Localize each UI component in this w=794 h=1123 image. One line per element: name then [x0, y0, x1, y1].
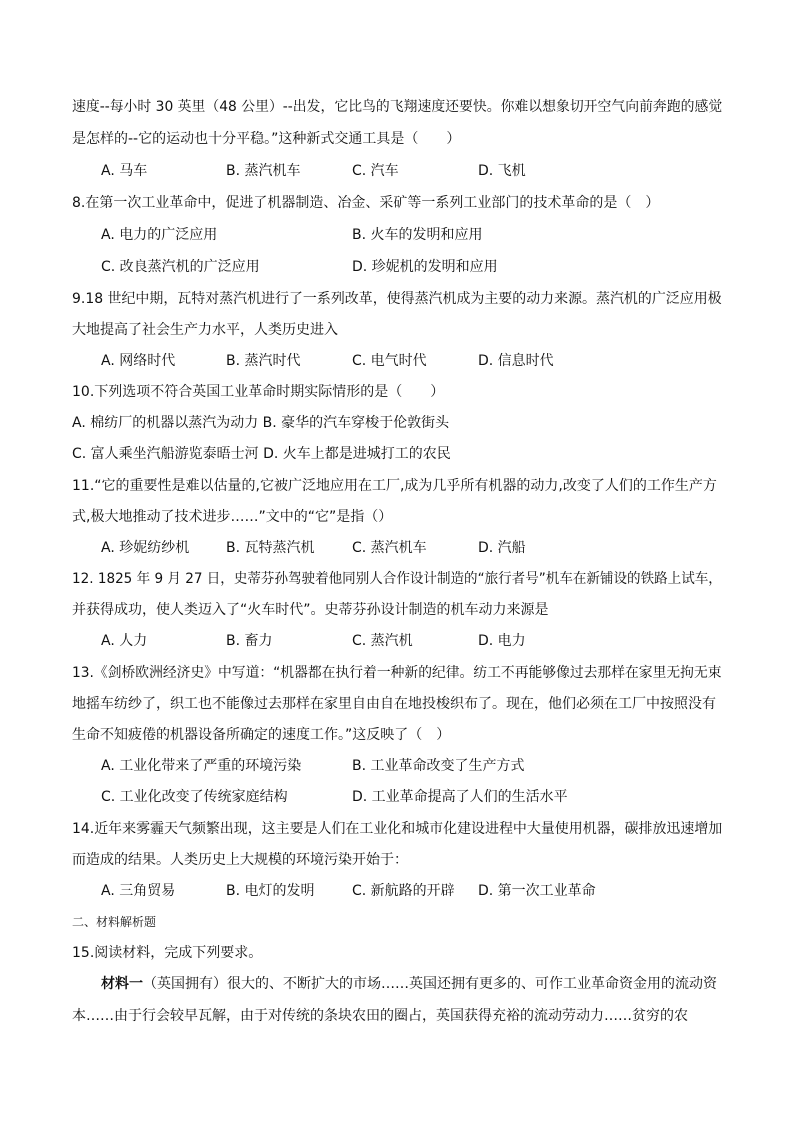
q14-option-b: B. 电灯的发明	[226, 883, 315, 899]
q8-option-b: B. 火车的发明和应用	[352, 227, 483, 243]
q15-material-line-2: 本……由于行会较早瓦解，由于对传统的条块农田的圈占，英国获得充裕的流动劳动力……贫穷的农	[72, 1008, 688, 1024]
q9-stem-line-2: 大地提高了社会生产力水平，人类历史进入	[72, 322, 338, 338]
q9-option-c: C. 电气时代	[352, 353, 427, 369]
q13-option-b: B. 工业革命改变了生产方式	[352, 758, 525, 774]
q11-option-a: A. 珍妮纺纱机	[101, 540, 190, 556]
q13-stem-line-1: 13.《剑桥欧洲经济史》中写道：“机器都在执行着一种新的纪律。纺工不再能够像过去那样在家里无拘无束	[72, 665, 722, 681]
q7-stem-line-2: 是怎样的--它的运动也十分平稳。”这种新式交通工具是（ ）	[72, 131, 461, 147]
q14-option-c: C. 新航路的开辟	[352, 883, 455, 899]
q9-option-d: D. 信息时代	[478, 353, 554, 369]
q13-option-a: A. 工业化带来了严重的环境污染	[101, 758, 302, 774]
q13-option-d: D. 工业革命提高了人们的生活水平	[352, 789, 568, 805]
material-text: （英国拥有）很大的、不断扩大的市场……英国还拥有更多的、可作工业革命资金用的流动资	[143, 976, 717, 992]
q9-stem-line-1: 9.18 世纪中期，瓦特对蒸汽机进行了一系列改革，使得蒸汽机成为主要的动力来源。蒸汽机的广泛应用极	[72, 291, 722, 307]
q10-options-line-2: C. 富人乘坐汽船游览泰晤士河 D. 火车上都是进城打工的农民	[72, 446, 451, 462]
q10-options-line-1: A. 棉纺厂的机器以蒸汽为动力 B. 豪华的汽车穿梭于伦敦街头	[72, 415, 450, 431]
q7-option-d: D. 飞机	[478, 163, 526, 179]
q11-option-d: D. 汽船	[478, 540, 526, 556]
q12-option-a: A. 人力	[101, 633, 148, 649]
q15-material-line-1	[101, 974, 717, 994]
material-label: 材料一	[101, 976, 143, 992]
q13-stem-line-3: 生命不知疲倦的机器设备所确定的速度工作。”这反映了（ ）	[72, 727, 451, 743]
q12-stem-line-1: 12. 1825 年 9 月 27 日，史蒂芬孙驾驶着他同别人合作设计制造的“旅行者号”机车在新铺设的铁路上试车，	[72, 571, 722, 587]
q8-option-d: D. 珍妮机的发明和应用	[352, 259, 498, 275]
q8-stem: 8.在第一次工业革命中，促进了机器制造、冶金、采矿等一系列工业部门的技术革命的是（ ）	[72, 195, 660, 211]
q7-option-b: B. 蒸汽机车	[226, 163, 301, 179]
q14-option-a: A. 三角贸易	[101, 883, 176, 899]
q11-option-c: C. 蒸汽机车	[352, 540, 427, 556]
q14-stem-line-1: 14.近年来雾霾天气频繁出现，这主要是人们在工业化和城市化建设进程中大量使用机器，碳排放迅速增加	[72, 821, 723, 837]
q14-option-d: D. 第一次工业革命	[478, 883, 596, 899]
q7-stem-line-1: 速度--每小时 30 英里（48 公里）--出发，它比鸟的飞翔速度还要快。你难以想象切开空气向前奔跑的感觉	[72, 99, 723, 115]
q12-option-b: B. 畜力	[226, 633, 273, 649]
q11-stem-line-2: 式,极大地推动了技术进步……”文中的“它”是指（）	[72, 509, 393, 525]
q12-option-d: D. 电力	[478, 633, 526, 649]
q12-stem-line-2: 并获得成功，使人类迈入了“火车时代”。史蒂芬孙设计制造的机车动力来源是	[72, 602, 549, 618]
q15-stem: 15.阅读材料，完成下列要求。	[72, 945, 263, 961]
q7-option-a: A. 马车	[101, 163, 148, 179]
q7-option-c: C. 汽车	[352, 163, 399, 179]
q9-option-a: A. 网络时代	[101, 353, 176, 369]
q13-option-c: C. 工业化改变了传统家庭结构	[101, 789, 288, 805]
q11-option-b: B. 瓦特蒸汽机	[226, 540, 315, 556]
section-title: 二、材料解析题	[72, 915, 157, 929]
q9-option-b: B. 蒸汽时代	[226, 353, 301, 369]
q8-option-a: A. 电力的广泛应用	[101, 227, 218, 243]
q10-stem: 10.下列选项不符合英国工业革命时期实际情形的是（ ）	[72, 384, 445, 400]
q14-stem-line-2: 而造成的结果。人类历史上大规模的环境污染开始于：	[72, 852, 408, 868]
q12-option-c: C. 蒸汽机	[352, 633, 413, 649]
q8-option-c: C. 改良蒸汽机的广泛应用	[101, 259, 260, 275]
q11-stem-line-1: 11.“它的重要性是难以估量的,它被广泛地应用在工厂,成为几乎所有机器的动力,改变了人们的工作生产方	[72, 478, 717, 494]
q13-stem-line-2: 地摇车纺纱了，织工也不能像过去那样在家里自由自在地投梭织布了。现在，他们必须在工厂中按照没有	[72, 696, 716, 712]
